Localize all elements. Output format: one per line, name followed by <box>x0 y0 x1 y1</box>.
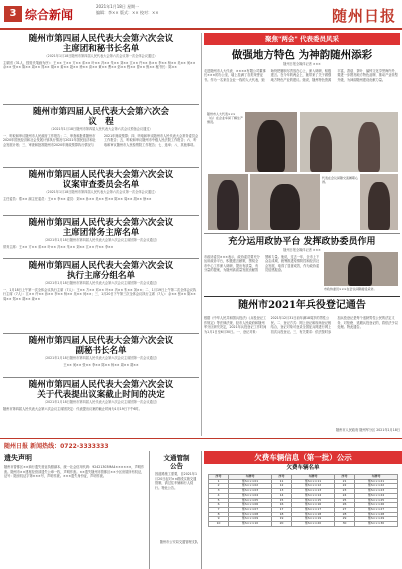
article-title: 随州市第四届人民代表大会第六次会议 副秘书长名单 <box>28 336 174 356</box>
table-cell: 1 <box>209 479 229 484</box>
table-cell: 3 <box>209 489 229 494</box>
table-cell: 18 <box>271 512 291 517</box>
table-cell: 30 <box>334 522 354 527</box>
table-cell: 29 <box>334 517 354 522</box>
table-cell: 9 <box>209 517 229 522</box>
article-deadline-decision <box>3 380 199 425</box>
table-cell: 19 <box>271 517 291 522</box>
section-number: 3 <box>4 6 22 22</box>
traffic-notice <box>152 451 202 569</box>
table-cell: 鄂S×××08 <box>229 512 272 517</box>
divider <box>3 258 199 259</box>
article-subtitle: （2021年1月18日随州市第四届人民代表大会第六次会议主席团第一次会议通过） <box>42 281 160 285</box>
table-header-cell: 车牌号 <box>292 475 335 480</box>
article-presidium <box>3 34 199 93</box>
table-cell: 鄂S×××17 <box>292 507 335 512</box>
photo-caption: 随州市人大代表×××（右）在企业车间了解生产情况。 <box>207 112 243 125</box>
table-cell: 鄂S×××19 <box>292 517 335 522</box>
article-standing-chairs <box>3 218 199 255</box>
editors-line: 编辑：李×× 版式：×× 校对：×× <box>96 10 159 15</box>
table-cell: 21 <box>334 479 354 484</box>
divider <box>3 104 199 105</box>
table-header-cell: 序号 <box>209 475 229 480</box>
article-body: 一、听取和审议随州市人民政府工作报告；二、审查和批准随州市2020年国民经济和社会发展计划执行情况与2021年国民经济和社会发展计划；三、审查和批准随州市2020年财政预算执行情况与2021年财政预算；四、听取和审议随州市人民代表大会常务委员会工作报告；五、听取和审议随州市中级人民法院工作报告；六、听取和审议随州市人民检察院工作报告；七、选举；八、其他事项。 <box>3 133 199 147</box>
notice-signoff: 随州市人民政府 随州军分区 2021年1月18日 <box>335 428 400 432</box>
table-cell: 26 <box>334 503 354 508</box>
table-cell: 14 <box>271 493 291 498</box>
traffic-title: 文通管制 公告 <box>163 454 190 470</box>
feature-byline: 随州日报全媒体记者 ××× <box>283 62 321 66</box>
article-title: 随州市第四届人民代表大会第六次会议 议案审查委员会名单 <box>28 170 174 190</box>
photo-representative <box>245 112 297 172</box>
table-cell: 鄂S×××09 <box>229 517 272 522</box>
divider <box>3 377 199 378</box>
divider <box>204 233 400 234</box>
lost-notice-title: 遗失声明 <box>4 454 32 462</box>
table-cell: 23 <box>334 489 354 494</box>
section-title: 综合新闻 <box>25 8 74 22</box>
article-title: 随州市第四届人民代表大会第六次会议 主席团常务主席名单 <box>28 218 174 238</box>
feature-title: 充分运用政协平台 发挥政协委员作用 <box>228 237 376 247</box>
table-cell: 鄂S×××01 <box>229 479 272 484</box>
date-line: 2021年1月18日 星期一 <box>96 4 140 9</box>
table-cell: 15 <box>271 498 291 503</box>
table-cell: 鄂S×××29 <box>355 517 398 522</box>
feature-body: 市政协委员×××表示，政协委员要充分运用政协平台，积极建言献策，围绕全市中心工作深入调研，提出有质量、有分量的提案，为随州高质量发展贡献智慧和力量。他说，过去一年，全市上下众志成城，统筹推进疫情防控和经济社会发展，取得了显著成效，作为政协委员倍感振奋。 <box>204 254 320 273</box>
feature-byline: 随州日报全媒体记者 ××× <box>283 248 321 252</box>
lost-notice <box>0 451 150 569</box>
photo-workshop <box>300 112 398 172</box>
photo-committee-member <box>324 252 398 286</box>
table-cell: 鄂S×××10 <box>229 522 272 527</box>
table-cell: 20 <box>271 522 291 527</box>
article-body: 主任委员：郑×× 副主任委员：王×× 李×× 委员：刘×× 孙×× 吴×× 张×× 陈×× 周×× 胡×× 徐×× <box>3 196 152 201</box>
table-cell: 鄂S×××07 <box>229 507 272 512</box>
table-cell: 鄂S×××16 <box>292 503 335 508</box>
table-header-cell: 序号 <box>334 475 354 480</box>
table-cell: 13 <box>271 489 291 494</box>
article-subtitle: （2021年1月18日随州市第四届人民代表大会第六次会议第一次全体会议通过） <box>44 54 158 58</box>
table-cell: 25 <box>334 498 354 503</box>
table-cell: 11 <box>271 479 291 484</box>
table-row <box>209 522 398 527</box>
notice-title: 随州市2021年兵役登记通告 <box>238 300 366 311</box>
photo-meeting <box>250 174 320 230</box>
table-cell: 24 <box>334 493 354 498</box>
article-title: 随州市第四届人民代表大会第六次会议 执行主席分组名单 <box>28 261 174 281</box>
masthead <box>0 0 402 30</box>
table-cell: 鄂S×××04 <box>229 493 272 498</box>
table-cell: 鄂S×××20 <box>292 522 335 527</box>
article-executive-chairs <box>3 261 199 330</box>
hotline-text: 随州日报 新闻热线：0722-3333333 <box>4 443 109 450</box>
table-cell: 鄂S×××30 <box>355 522 398 527</box>
table-cell: 鄂S×××06 <box>229 503 272 508</box>
divider <box>3 167 199 168</box>
table-cell: 鄂S×××22 <box>355 484 398 489</box>
article-title: 随州市第四届人民代表大会第六次会 议 程 <box>32 107 169 127</box>
divider <box>204 296 400 297</box>
divider <box>3 333 199 334</box>
article-body: 主席团（31人，按姓氏笔画为序）：王×× 王×× 方×× 邓×× 叶×× 冯×× 朱×× 刘×× 江×× 许×× 孙×× 李×× 杨×× 吴×× 何×× 余×× 张×× 陈×× 周×× 郑×× 胡×× 姜×× 聂×× 徐×× 高×× 黄×× 曹×× 彭×× 程×× 曾×× 熊×× 秘书长：陈×× <box>3 60 196 70</box>
table-cell: 27 <box>334 507 354 512</box>
table-header-cell: 序号 <box>271 475 291 480</box>
table-cell: 8 <box>209 512 229 517</box>
table-cell: 7 <box>209 507 229 512</box>
article-title: 随州市第四届人民代表大会第六次会议 主席团和秘书长名单 <box>28 34 174 54</box>
article-title: 随州市第四届人民代表大会第六次会议 关于代表提出议案截止时间的决定 <box>28 380 174 400</box>
feature-body: 走进随州市人大代表、××××有限公司董事长×××的办公室，墙上挂满了各类荣誉证书。作为一名来自企业一线的人大代表，她始终把履职尽责放在心上，深入调研，积极建言。在今年的两会上，她带来了关于做强地方特色产业的建议。她说，随州特色资源丰富，香菇、茶叶、编钟文化享誉海内外，要进一步擦亮地方特色品牌，推动产业转型升级，为神韵随州建设贡献力量。 <box>204 68 398 82</box>
table-cell: 28 <box>334 512 354 517</box>
photo-delegate <box>208 174 248 230</box>
notice-body: 根据《中华人民共和国兵役法》《兵役登记工作规定》等法律法规，经市人民政府和随州军分区研究决定，2021年兵役登记工作时间为1月1日至6月30日。一、登记对象：2021年12月31日前年满18周岁的男性公民。二、登记方式：网上登记和现场登记相结合，登记对象可登录全国征兵网进行网上初次兵役登记。三、有关要求：依法按时参加兵役登记是每个适龄男性公民的法定义务，对拒绝、逃避兵役登记的，将依法予以处理。特此通告。 <box>204 316 398 334</box>
table-cell: 鄂S×××23 <box>355 489 398 494</box>
feature-article-1 <box>204 48 400 103</box>
table-cell: 鄂S×××25 <box>355 498 398 503</box>
table-cell: 10 <box>209 522 229 527</box>
hotline-bar <box>0 438 402 450</box>
traffic-signoff: 随州市公安局交通管理支队 <box>159 540 198 544</box>
table-cell: 鄂S×××28 <box>355 512 398 517</box>
table-cell: 12 <box>271 484 291 489</box>
table-cell: 22 <box>334 484 354 489</box>
column-divider <box>201 33 202 436</box>
table-cell: 16 <box>271 503 291 508</box>
article-body: 常务主席：王×× 方×× 邓×× 叶×× 冯×× 朱×× 刘×× 江×× 许×× 李×× <box>3 244 114 249</box>
table-cell: 鄂S×××26 <box>355 503 398 508</box>
article-subtitle: （2021年1月18日随州市第四届人民代表大会第六次会议主席团第一次会议通过） <box>42 356 160 360</box>
table-cell: 4 <box>209 493 229 498</box>
lost-notice-body: 随州市曾都区××商行遗失营业执照副本，统一社会信用代码：92421303MA4××××××，声明作废。随州市××建材经营部遗失公章一枚，声明作废。××遗失随州市曾都区××小区房屋所有权证，证号：随房权证字第×××号，声明作废。×××遗失身份证，声明作废。 <box>4 465 145 479</box>
newspaper-logo: 随州日报 <box>331 7 396 25</box>
table-cell: 5 <box>209 498 229 503</box>
table-cell: 鄂S×××14 <box>292 493 335 498</box>
article-review-committee <box>3 170 199 211</box>
article-body: 一、1月18日上午第一次全体会议执行主席（7人）：王×× 方×× 邓×× 叶×× 冯×× 朱×× 刘××；二、1月19日上午第二次全体会议执行主席（7人）：江×× 许×× 孙×× 李×× 杨×× 吴×× 何××；三、1月20日下午第三次全体会议执行主席（7人）：余×× 张×× 陈×× 周×× 郑×× 胡×× 姜×× <box>3 287 197 301</box>
table-cell: 鄂S×××18 <box>292 512 335 517</box>
table-body <box>209 479 398 526</box>
article-body: 王×× 何×× 张×× 李×× 陈×× 杨×× 周×× 胡×× <box>63 362 139 367</box>
masthead-info <box>96 4 296 16</box>
article-body: 随州市第四届人民代表大会第六次会议主席团决定：代表提出议案的截止时间为1月19日下午6时。 <box>3 406 142 411</box>
arrears-subtitle: 欠费车辆名单 <box>286 465 320 471</box>
recruitment-notice <box>204 299 400 433</box>
article-subtitle: （2021年1月18日随州市第四届人民代表大会第六次会议主席团第一次会议通过） <box>42 238 160 242</box>
arrears-title: 欠费车辆信息（第一批）公示 <box>204 451 402 464</box>
table-cell: 鄂S×××15 <box>292 498 335 503</box>
article-subtitle: （2021年1月18日随州市第四届人民代表大会第六次会议主席团第一次会议通过） <box>42 400 160 404</box>
table-cell: 鄂S×××05 <box>229 498 272 503</box>
table-cell: 鄂S×××24 <box>355 493 398 498</box>
photo-research <box>360 174 398 230</box>
divider <box>3 215 199 216</box>
traffic-body: 因道路施工需要，自2021年1月20日起对××路段实施交通管制，请过往车辆和行人绕行。特此公告。 <box>155 472 198 490</box>
table-header-cell: 车牌号 <box>355 475 398 480</box>
table-cell: 鄂S×××02 <box>229 484 272 489</box>
table-cell: 鄂S×××12 <box>292 484 335 489</box>
arrears-notice <box>204 451 402 569</box>
arrears-table <box>208 474 398 527</box>
photo-caption: 市政协委员×××在会议间隙接受采访。 <box>324 287 377 291</box>
article-deputy-secretaries <box>3 336 199 369</box>
article-subtitle: （2021年1月18日随州市第四届人民代表大会第六次会议预备会议通过） <box>49 127 153 131</box>
table-cell: 鄂S×××11 <box>292 479 335 484</box>
photo-caption: 代表在会议间隙交流履职心得。 <box>322 176 358 185</box>
article-subtitle: （2021年1月18日随州市第四届人民代表大会第六次会议第一次全体会议通过） <box>44 190 158 194</box>
table-cell: 鄂S×××03 <box>229 489 272 494</box>
feature-title: 做强地方特色 为神韵随州添彩 <box>231 49 373 61</box>
table-cell: 鄂S×××13 <box>292 489 335 494</box>
table-cell: 17 <box>271 507 291 512</box>
table-cell: 鄂S×××27 <box>355 507 398 512</box>
table-cell: 鄂S×××21 <box>355 479 398 484</box>
table-cell: 2 <box>209 484 229 489</box>
table-cell: 6 <box>209 503 229 508</box>
article-agenda <box>3 107 199 162</box>
feature-band: 聚焦"两会" 代表委员风采 <box>204 33 400 45</box>
table-header-cell: 车牌号 <box>229 475 272 480</box>
